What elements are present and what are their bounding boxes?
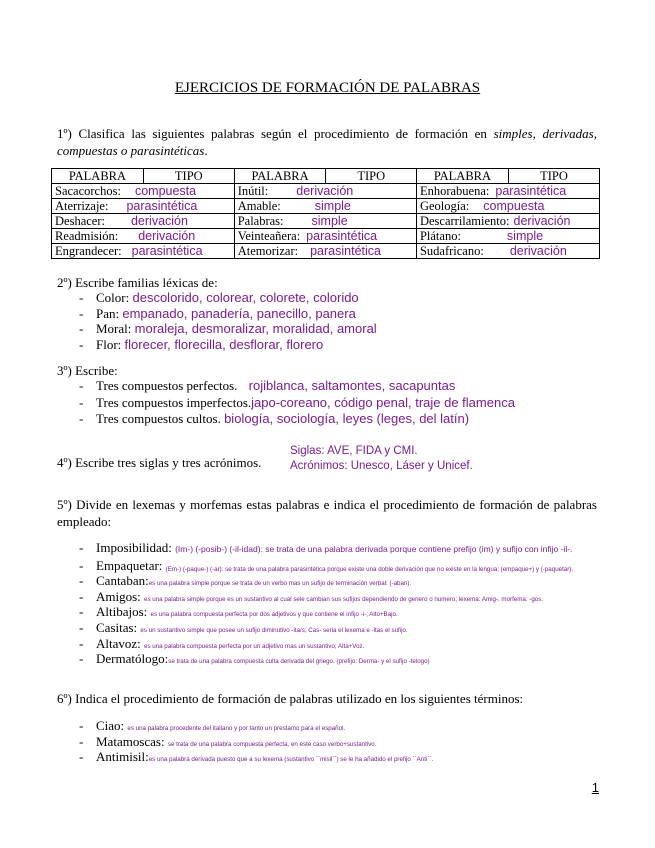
item-label: Pan: (96, 305, 120, 321)
item-answer: empanado, panadería, panecillo, panera (122, 305, 356, 321)
table-cell (416, 199, 599, 214)
table-cell (234, 229, 416, 244)
list-item (57, 395, 515, 412)
list-item (57, 604, 586, 620)
item-answer: se trata de una palabra compuesta perfecta, en este caso verbo+sustantivo. (167, 740, 377, 748)
table-header-row (52, 169, 600, 184)
item-answer: es una palabra simple porque es un sustantivo al cual sele cambian sus sufijos dependiendo de genero o numero; lexema: Amig-, morfema: -gos. (144, 595, 544, 603)
exercise-2-list (57, 290, 377, 352)
item-label: Amigos: (96, 588, 141, 604)
table-cell (234, 199, 416, 214)
item-label: Casitas: (96, 619, 138, 635)
type-answer: simple (506, 229, 544, 243)
type-answer: derivación (138, 229, 196, 243)
exercise-6-list (57, 718, 433, 765)
item-answer: (Em-) (-paque-) (-ar): se trata de una palabra parasintética porque existe una doble derivación que no existe en la lengua; (empaque+) y (-paquetar). (165, 565, 574, 573)
item-label: Moral: (96, 321, 132, 336)
page-title: EJERCICIOS DE FORMACIÓN DE PALABRAS (174, 80, 481, 96)
item-answer: descolorido, colorear, colorete, colorido (132, 290, 359, 305)
acronimos-answer: Acrónimos: Unesco, Láser y Unicef. (290, 460, 473, 472)
list-item (57, 411, 515, 428)
word: Plátano: (419, 229, 461, 243)
column-header: TIPO (326, 169, 417, 184)
item-label: Tres compuestos cultos. (96, 411, 221, 426)
word: Atemorizar: (237, 244, 299, 258)
list-item (57, 589, 586, 605)
table-cell (52, 184, 235, 199)
table-row (52, 229, 600, 244)
list-item (57, 540, 586, 558)
table-cell (52, 229, 235, 244)
item-answer: se trata de una palabra compuesta culta derivada del griego. (prefijo: Derma- y el sufijo -telogo) (168, 658, 430, 666)
item-label: Ciao: (96, 718, 125, 733)
word: Veinteañera: (237, 229, 301, 243)
table-cell (52, 199, 235, 214)
item-label: Color: (96, 290, 130, 305)
item-answer: moraleja, desmoralizar, moralidad, amoral (134, 321, 377, 336)
type-answer: parasintética (306, 229, 378, 243)
siglas-answer: Siglas: AVE, FIDA y CMI. (290, 445, 418, 457)
list-item (57, 651, 586, 667)
type-answer: parasintética (495, 184, 567, 198)
item-answer: es una palabra compuesta perfecta por un adjetivo mas un sustantivo; Alta+Voz. (144, 642, 365, 650)
type-answer: parasintética (131, 244, 203, 258)
list-item (57, 378, 515, 395)
word: Enhorabuena: (419, 184, 490, 198)
table-cell (234, 244, 416, 259)
item-label: Empaquetar: (96, 557, 163, 573)
column-header: PALABRA (416, 169, 508, 184)
word: Geología: (419, 199, 470, 213)
word: Aterrizaje: (55, 199, 109, 213)
word: Deshacer: (55, 214, 105, 228)
exercise-3-intro: 3º) Escribe: (57, 363, 118, 378)
exercise-1-italic-categories: simples, derivadas, compuestas o parasintéticas (57, 126, 597, 158)
item-answer: rojiblanca, saltamontes, sacapuntas (248, 378, 456, 393)
item-label: Dermatólogo: (96, 651, 169, 667)
list-item (57, 290, 377, 306)
item-answer: es una palabra procedente del italiano y por tanto un prestamo para el español. (127, 725, 346, 732)
type-answer: derivación (296, 184, 354, 198)
table-cell (416, 214, 599, 229)
word: Sudafricano: (419, 244, 484, 258)
item-answer: florecer, florecilla, desflorar, florero (124, 336, 324, 352)
word: Palabras: (237, 214, 284, 228)
type-answer: parasintética (126, 199, 198, 213)
list-item (57, 321, 377, 337)
list-item (57, 734, 433, 750)
type-answer: compuesta (483, 199, 545, 213)
item-label: Imposibilidad: (96, 540, 172, 555)
item-label: Tres compuestos perfectos. (96, 378, 238, 393)
table-cell (52, 244, 235, 259)
word: Engrandecer: (55, 244, 122, 258)
word: Amable: (237, 199, 281, 213)
word: Inútil: (237, 184, 269, 198)
table-row (52, 184, 600, 199)
item-answer: (Im-) (-posib-) (-il-idad): se trata de una palabra derivada porque contiene prefijo (im) y sufijo con infijo -il-. (175, 544, 573, 554)
table-cell (416, 184, 599, 199)
list-item (57, 620, 586, 636)
list-item (57, 573, 586, 589)
exercise-5-list (57, 540, 586, 667)
type-answer: simple (311, 214, 348, 228)
item-label: Altavoz: (96, 635, 141, 651)
type-answer: compuesta (134, 184, 197, 198)
word: Readmisión: (55, 229, 119, 243)
column-header: TIPO (508, 169, 599, 184)
type-answer: simple (314, 199, 351, 213)
item-label: Matamoscas: (96, 733, 165, 749)
item-label: Flor: (96, 336, 122, 352)
table-cell (234, 184, 416, 199)
column-header: PALABRA (234, 169, 326, 184)
exercise-6-intro: 6º) Indica el procedimiento de formación de palabras utilizado en los siguientes términos: (57, 691, 524, 706)
list-item (57, 749, 433, 765)
exercise-3-list (57, 378, 515, 428)
item-answer: es una palabra compuesta perfecta por dos adjetivos y que contiene el infijo -i-; Alto+Bajo. (150, 611, 398, 619)
type-answer: derivación (130, 214, 188, 228)
exercise-4-intro: 4º) Escribe tres siglas y tres acrónimos. (57, 455, 262, 470)
exercise-2-intro: 2º) Escribe familias léxicas de: (57, 275, 218, 290)
type-answer: derivación (513, 214, 571, 228)
type-answer: derivación (509, 244, 567, 258)
item-label: Cantaban: (96, 573, 149, 589)
item-answer: es un sustantivo simple que posee un sufijo diminutivo -ita/s; Cas- seria el lexema e -itas el sufijo. (140, 626, 408, 634)
item-answer: es una palabra simple porque se trata de un verbo mas un sufijo de terminación verbal: (-aban). (148, 580, 412, 588)
item-label: Antimisil: (96, 749, 149, 765)
exercise-1-text: 1º) Clasifica las siguientes palabras según el procedimiento de formación en (57, 126, 494, 141)
item-label: Altibajos: (96, 604, 148, 620)
table-row (52, 214, 600, 229)
exercise-4-answer (290, 444, 473, 474)
type-answer: parasintética (310, 244, 381, 258)
word: Sacacorchos: (55, 184, 121, 198)
list-item (57, 636, 586, 652)
exercise-5-intro: 5º) Divide en lexemas y morfemas estas palabras e indica el procedimiento de formación de palabras empleado: (57, 497, 597, 529)
item-answer: es una palabra derivada puesto que a su lexema (sustantivo ``misil``) se le ha añadido el prefijo ``Anti``. (148, 756, 434, 764)
exercise-1-text-end: . (204, 143, 208, 158)
item-label: Tres compuestos imperfectos. (96, 394, 252, 410)
exercise-1-instructions (57, 125, 597, 159)
word: Descarrilamiento: (419, 214, 510, 228)
classification-table (51, 168, 600, 259)
table-cell (52, 214, 235, 229)
table-cell (234, 214, 416, 229)
table-row (52, 199, 600, 214)
table-row (52, 244, 600, 259)
list-item (57, 306, 377, 322)
list-item (57, 337, 377, 353)
item-answer: biología, sociología, leyes (leges, del latín) (224, 411, 470, 426)
column-header: PALABRA (52, 169, 144, 184)
list-item (57, 718, 433, 734)
table-cell (416, 244, 599, 259)
table-cell (416, 229, 599, 244)
page-number: 1 (591, 780, 599, 795)
column-header: TIPO (143, 169, 234, 184)
item-answer: japo-coreano, código penal, traje de flamenca (251, 394, 515, 410)
list-item (57, 558, 586, 574)
